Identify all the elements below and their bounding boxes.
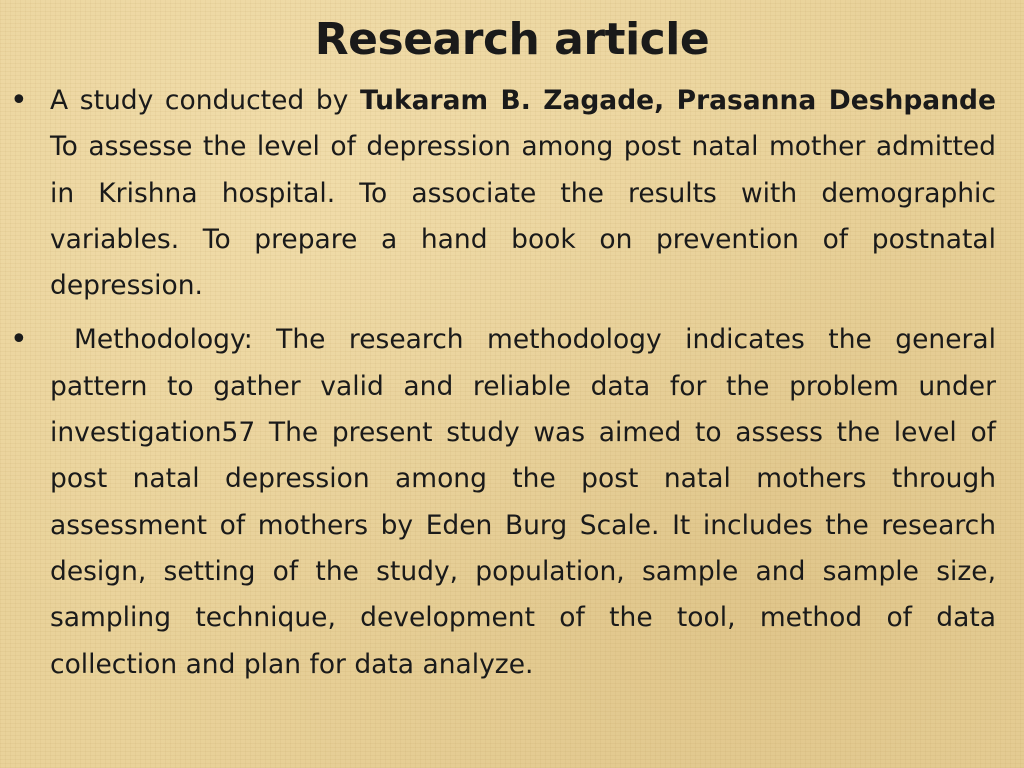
methodology-text: Methodology: The research methodology indicates the general pattern to gather valid and reliable data for the problem under investigation57 The present study was aimed to assess the level of post natal depression among the post natal mothers through assessment of mothers by Eden Burg Scale. It includes the research design, setting of the study, population, sample and sample size, sampling technique, development of the tool, method of data collection and plan for data analyze. — [50, 324, 996, 680]
study-lead-text: A study conducted by — [50, 85, 360, 116]
bullet-item-methodology — [0, 317, 1024, 687]
bullet-list — [0, 78, 1024, 696]
bullet-item-study — [0, 78, 1024, 309]
bullet-icon: • — [10, 322, 28, 358]
study-description: To assesse the level of depression among post natal mother admitted in Krishna hospital. To associate the results with demographic variables. To prepare a hand book on prevention of postnatal depression. — [50, 131, 996, 302]
bullet-icon: • — [10, 83, 28, 118]
author-names: Tukaram B. Zagade, Prasanna Deshpande — [359, 85, 996, 116]
slide-title: Research article — [314, 14, 710, 65]
